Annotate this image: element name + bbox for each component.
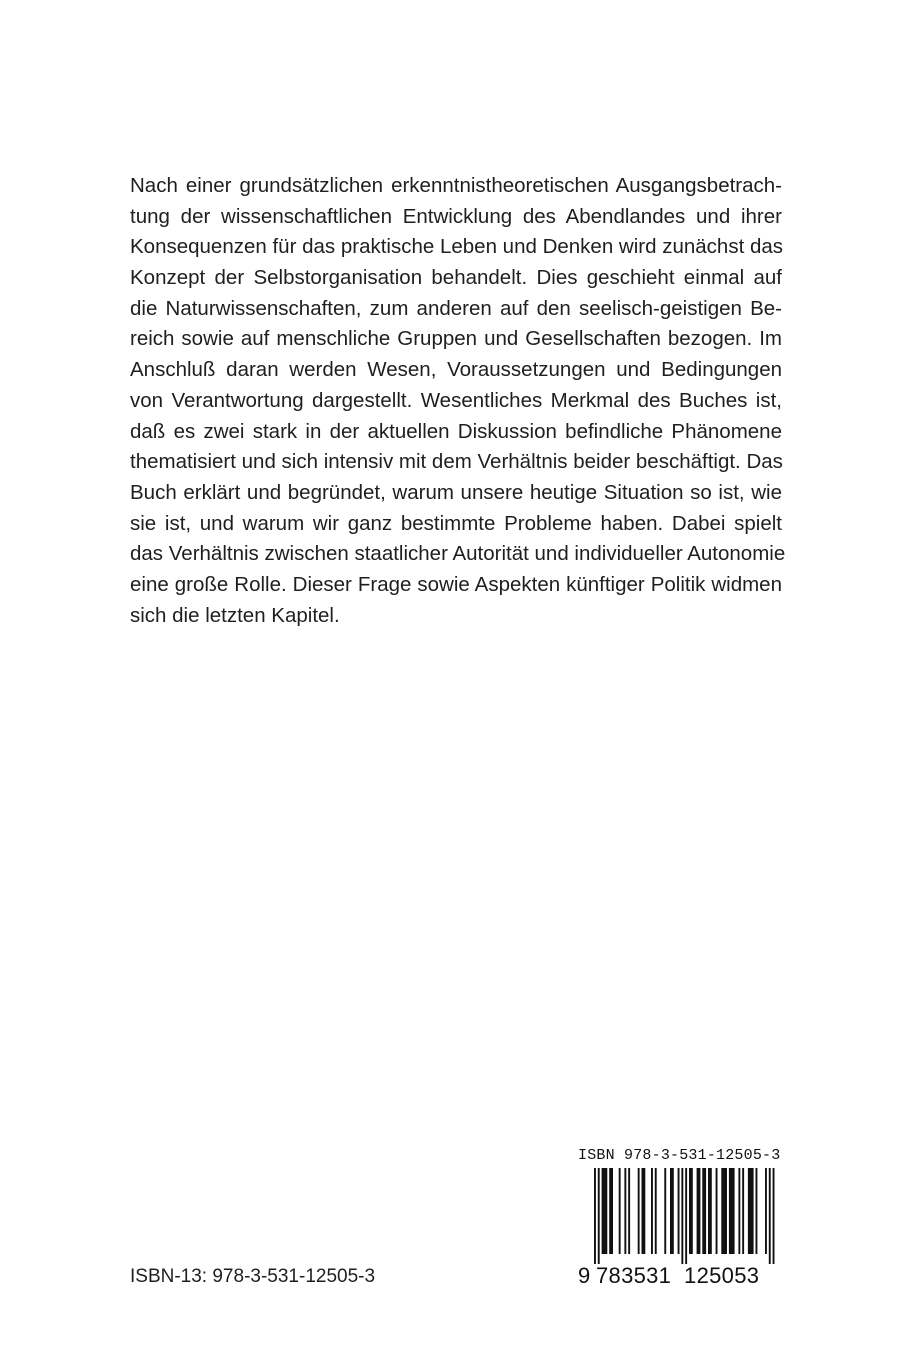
barcode-bar (756, 1168, 758, 1254)
barcode-bar (651, 1168, 653, 1254)
barcode-guard-bar (594, 1168, 596, 1264)
blurb-line: Konzept der Selbstorganisation behandelt. Dies geschieht einmal auf (130, 266, 782, 290)
blurb-line: Buch erklärt und begründet, warum unsere heutige Situation so ist, wie (130, 480, 782, 504)
barcode-isbn-text: ISBN 978-3-531-12505-3 (578, 1147, 781, 1164)
blurb-text (130, 171, 786, 631)
barcode-bar (702, 1168, 706, 1254)
barcode-bar (708, 1168, 712, 1254)
blurb-line: das Verhältnis zwischen staatlicher Autorität und individueller Autonomie (130, 542, 786, 566)
barcode-bar (716, 1168, 718, 1254)
barcode-bar (729, 1168, 735, 1254)
barcode-bar (748, 1168, 754, 1254)
barcode-bar (642, 1168, 646, 1254)
blurb-line: Anschluß daran werden Wesen, Voraussetzungen und Bedingungen (130, 358, 782, 382)
barcode-guard-bar (681, 1168, 683, 1264)
blurb-line: sich die letzten Kapitel. (130, 603, 340, 627)
blurb-line: reich sowie auf menschliche Gruppen und Gesellschaften bezogen. Im (130, 327, 782, 351)
barcode-first-digit: 9 (578, 1263, 591, 1288)
blurb-line: daß es zwei stark in der aktuellen Diskussion befindliche Phänomene (130, 419, 782, 443)
barcode-guard-bar (685, 1168, 687, 1264)
barcode-bar (738, 1168, 740, 1254)
barcode-bar (721, 1168, 727, 1254)
barcode (578, 1147, 784, 1288)
barcode-bar (628, 1168, 630, 1254)
blurb-line: eine große Rolle. Dieser Frage sowie Aspekten künftiger Politik widmen (130, 572, 782, 596)
isbn-label: ISBN-13: 978-3-531-12505-3 (130, 1266, 376, 1287)
barcode-bar (765, 1168, 767, 1254)
blurb-line: thematisiert und sich intensiv mit dem Verhältnis beider beschäftigt. Das (130, 450, 783, 474)
blurb-line: tung der wissenschaftlichen Entwicklung des Abendlandes und ihrer (130, 204, 782, 228)
barcode-bar (602, 1168, 608, 1254)
barcode-bar (678, 1168, 680, 1254)
barcode-bar (697, 1168, 701, 1254)
barcode-digits (578, 1264, 784, 1288)
blurb-line: Konsequenzen für das praktische Leben und Denken wird zunächst das (130, 235, 784, 259)
barcode-bar (689, 1168, 693, 1254)
blurb-line: Nach einer grundsätzlichen erkenntnistheoretischen Ausgangsbetrach- (130, 174, 782, 197)
blurb-line: von Verantwortung dargestellt. Wesentliches Merkmal des Buches ist, (130, 388, 782, 412)
barcode-bar (664, 1168, 666, 1254)
barcode-left-digits: 783531 (596, 1263, 672, 1288)
barcode-guard-bar (773, 1168, 775, 1264)
barcode-bar (624, 1168, 626, 1254)
barcode-right-digits: 125053 (684, 1263, 760, 1288)
barcode-guard-bar (769, 1168, 771, 1264)
barcode-bar (638, 1168, 640, 1254)
barcode-bar (655, 1168, 657, 1254)
barcode-bar (619, 1168, 621, 1254)
barcode-bar (609, 1168, 613, 1254)
barcode-bar (742, 1168, 744, 1254)
barcode-guard-bar (598, 1168, 600, 1264)
barcode-bars (578, 1168, 784, 1266)
blurb-line: die Naturwissenschaften, zum anderen auf den seelisch-geistigen Be- (130, 296, 782, 320)
blurb-line: sie ist, und warum wir ganz bestimmte Probleme haben. Dabei spielt (130, 511, 782, 535)
barcode-bar (670, 1168, 674, 1254)
